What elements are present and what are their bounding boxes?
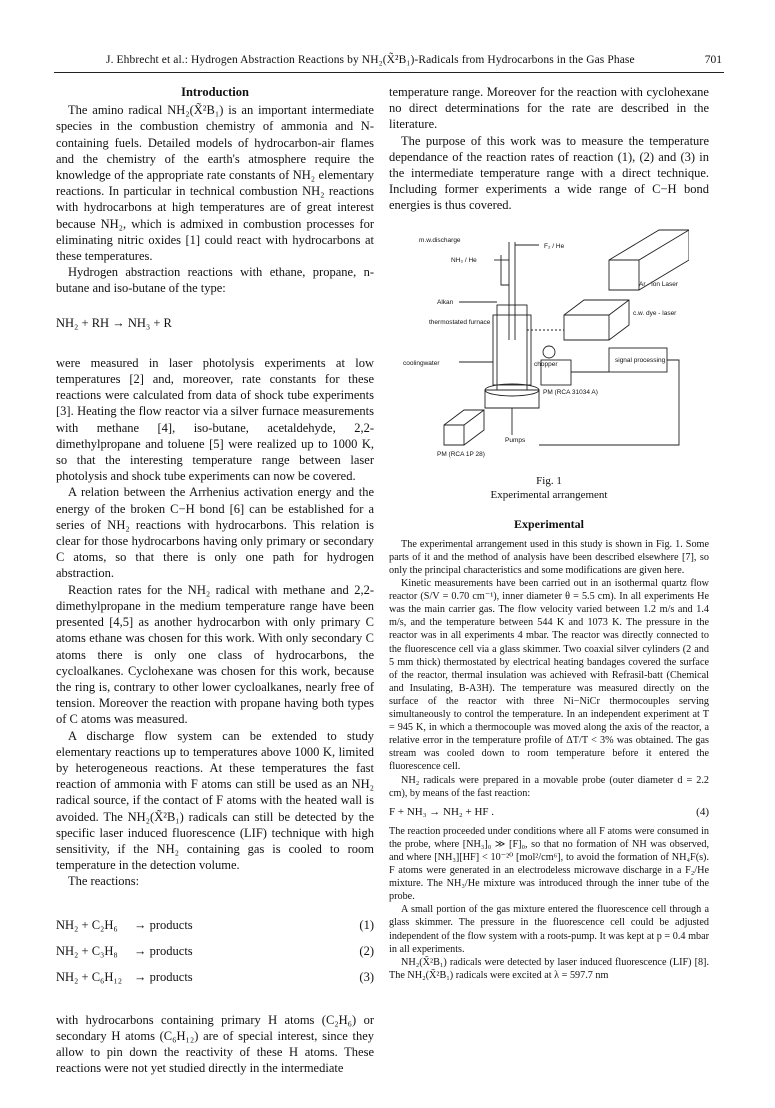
reaction-rhs: → products bbox=[134, 917, 193, 932]
equation-text: NH₂ + RH → NH₃ + R bbox=[56, 315, 172, 330]
fluorescence-cell bbox=[485, 390, 539, 408]
reaction-rhs: → products bbox=[134, 943, 193, 958]
paragraph: with hydrocarbons containing primary H atoms (C₂H₆) or secondary H atoms (C₆H₁₂) are of special interest, since they allow to pin down the reactivity of these H atoms. These reactions were not yet studied directly in the intermediate bbox=[56, 1012, 374, 1076]
section-heading-experimental: Experimental bbox=[514, 516, 584, 531]
paragraph: NH₂(X̃²B₁) radicals were detected by laser induced fluorescence (LIF) [8]. The NH₂(X̃²B₁) radicals were excited at λ = 597.7 nm bbox=[389, 956, 709, 981]
equation-text: F + NH₃ → NH₂ + HF . bbox=[389, 805, 495, 818]
label-ar-ion-laser: Ar - ion Laser bbox=[639, 280, 679, 288]
paragraph: The experimental arrangement used in this study is shown in Fig. 1. Some parts of it and the method of analysis have been described elsewhere [7], so only the principal characteristics and some modifications are given here. bbox=[389, 538, 709, 577]
label-coolingwater: coolingwater bbox=[403, 359, 440, 367]
figure-caption bbox=[389, 474, 709, 502]
equation-4 bbox=[389, 806, 709, 819]
paragraph: A small portion of the gas mixture entered the fluorescence cell through a glass skimmer. The pressure in the fluorescence cell could be adjusted independent of the flow system with a roots-pump. It was kept at p = 0.4 mbar in all experiments. bbox=[389, 904, 709, 955]
paragraph: The amino radical NH₂(X̃²B₁) is an important intermediate species in the combustion chemistry of ammonia and N-containing fuels. Detailed models of hydrocarbon-air flames and the chemistry of the earth's atmosphere require the knowledge of the appropriate rate constants of NH₂ elementary reactions. In particular in technical combustion NH₂ reactions with hydrocarbons at high temperatures are of great interest because NH₂, which is admixed in combustion processes for eliminating nitric oxides [1] could react with hydrocarbons at these temperatures. bbox=[56, 103, 374, 264]
paragraph: The reactions: bbox=[68, 874, 140, 889]
reaction-number: (2) bbox=[359, 943, 374, 958]
reactor bbox=[497, 305, 527, 390]
label-signal-processing: signal processing bbox=[615, 356, 666, 364]
figure-title: Experimental arrangement bbox=[490, 488, 608, 501]
paragraph: A relation between the Arrhenius activation energy and the energy of the broken C−H bond [6] can be established for a series of NH₂ reactions with hydrocarbons. This relation is clear for those hydrocarbons having only primary or secondary C atoms, so that there is only one path for hydrogen abstraction. bbox=[56, 485, 374, 581]
equation-main bbox=[56, 315, 374, 331]
chopper bbox=[543, 346, 555, 358]
label-pm-rca-1p28: PM (RCA 1P 28) bbox=[437, 450, 485, 458]
label-dye-laser: c.w. dye - laser bbox=[633, 309, 677, 317]
label-pumps: Pumps bbox=[505, 436, 526, 444]
reaction-rhs: → products bbox=[134, 969, 193, 984]
label-chopper: chopper bbox=[534, 360, 558, 368]
reaction-lhs: NH₂ + C₂H₆ bbox=[56, 917, 118, 932]
section-heading-introduction: Introduction bbox=[181, 85, 249, 99]
paragraph: temperature range. Moreover for the reaction with cyclohexane no direct determinations for the rate are described in the literature. bbox=[389, 85, 709, 132]
running-header bbox=[54, 50, 724, 73]
header-title: J. Ehbrecht et al.: Hydrogen Abstraction Reactions by NH₂(X̃²B₁)-Radicals from Hydrocarbons in the Gas Phase bbox=[106, 54, 635, 66]
reaction-row bbox=[56, 964, 374, 990]
figure-number: Fig. 1 bbox=[536, 474, 562, 487]
paragraph: The reaction proceeded under conditions where all F atoms were consumed in the probe, where [NH₃]₀ ≫ [F]₀, so that no formation of NH was observed, and where [NH₃][HF] < 10⁻²⁰ [mol²/cm⁶], to avoid the formation of NH₄F(s). F atoms were generated in an electrodeless microwave discharge in a F₂/He mixture. The NH₃/He mixture was introduced through the inner tube of the probe. bbox=[389, 825, 709, 903]
dye-laser bbox=[564, 300, 629, 340]
reaction-lhs: NH₂ + C₃H₈ bbox=[56, 943, 118, 958]
reaction-number: (1) bbox=[359, 917, 374, 932]
label-pm-rca-31034a: PM (RCA 31034 A) bbox=[543, 388, 598, 396]
label-alkan: Alkan bbox=[437, 298, 454, 306]
reaction-number: (3) bbox=[359, 969, 374, 984]
reaction-lhs: NH₂ + C₆H₁₂ bbox=[56, 969, 123, 984]
paragraph: The purpose of this work was to measure the temperature dependance of the reaction rates of reaction (1), (2) and (3) in the intermediate temperature range with a direct technique. Including former experiments a wide range of C−H bond energies is thus covered. bbox=[389, 133, 709, 213]
right-column bbox=[389, 84, 709, 982]
paragraph: NH₂ radicals were prepared in a movable probe (outer diameter d = 2.2 cm), by means of the fast reaction: bbox=[389, 774, 709, 799]
label-thermostated-furnace: thermostated furnace bbox=[429, 318, 491, 326]
paragraph: Kinetic measurements have been carried out in an isothermal quartz flow reactor (S/V = 0.70 cm⁻¹), inner diameter θ = 5.5 cm). In all experiments He was the main carrier gas. The flow velocity varied between 1.2 m/s and 1.4 m/s, and the temperature between 544 K and 1073 K. The pressure in the reactor was in all experiments 4 mbar. The reactor was directly connected to the fluorescence cell via a glass skimmer. Two coaxial silver cylinders (2 and 5 mm thick) thermostated by electrical heating bandages covered the surface of the reactor, thermal insulation was achieved with Refrasil-batt (Chemical and Insulating, B-A3H). The temperature was measured directly on the surface of the reactor with three Ni−NiCr thermocouples serving simultaneously to control the temperature. In an independent experiment at T = 945 K, in which a thermocouple was moved along the axis of the reactor, a relative error in the temperature profile of ΔT/T < 3% was obtained. The gas stream was cooled down to room temperature before it entered the fluorescence cell. bbox=[389, 578, 709, 773]
paragraph: Hydrogen abstraction reactions with ethane, propane, n-butane and iso-butane of the type: bbox=[56, 265, 374, 296]
reaction-row bbox=[56, 912, 374, 938]
paragraph: were measured in laser photolysis experiments at low temperatures [2] and, moreover, rate constants for these reactions were calculated from data of shock tube experiments [3]. Heating the flow reactor via a silver furnace measurements with methane [4], iso-butane, acetaldehyde, 2,2-dimethylpropane and toluene [5] were realized up to 1000 K, so that the interesting temperature range between laser photolysis and shock tube experiments can now be covered. bbox=[56, 355, 374, 484]
left-column bbox=[56, 84, 374, 1076]
reaction-list bbox=[56, 912, 374, 990]
experimental-text bbox=[389, 538, 709, 982]
probe-tube bbox=[509, 242, 515, 340]
equation-number: (4) bbox=[696, 805, 709, 818]
label-mw-discharge: m.w.discharge bbox=[419, 236, 461, 244]
label-f2-he: F₂ / He bbox=[544, 242, 565, 250]
experimental-arrangement-figure bbox=[389, 220, 689, 470]
reaction-row bbox=[56, 938, 374, 964]
paragraph: A discharge flow system can be extended to study elementary reactions up to temperatures above 1000 K, limited by heterogeneous reactions. At these temperatures the fast reaction of ammonia with F atoms can still be used as an NH₂ radical source, if the contact of F atoms with the heated wall is avoided. The NH₂(X̃²B₁) radicals can still be detected by the specific laser induced fluorescence (LIF) technique with high sensitivity, if the NH₂ containing gas is cooled to room temperature in the detection volume. bbox=[56, 728, 374, 873]
paragraph: Reaction rates for the NH₂ radical with methane and 2,2-dimethylpropane in the medium temperature range have been presented [4,5] as another hydrocarbon with only primary C atoms ethane was chosen for this work. With only secondary C atoms there is only one class of hydrocarbons, the cycloalkanes. Cyclohexane was chosen for this work, because the ring is, contrary to other lower cycloalkanes, nearly free of tension. Moreover the reaction with propane having both types of C atoms was measured. bbox=[56, 582, 374, 727]
page-number: 701 bbox=[704, 54, 722, 66]
label-nh3-he: NH₃ / He bbox=[451, 256, 477, 264]
apparatus-diagram bbox=[389, 220, 689, 470]
